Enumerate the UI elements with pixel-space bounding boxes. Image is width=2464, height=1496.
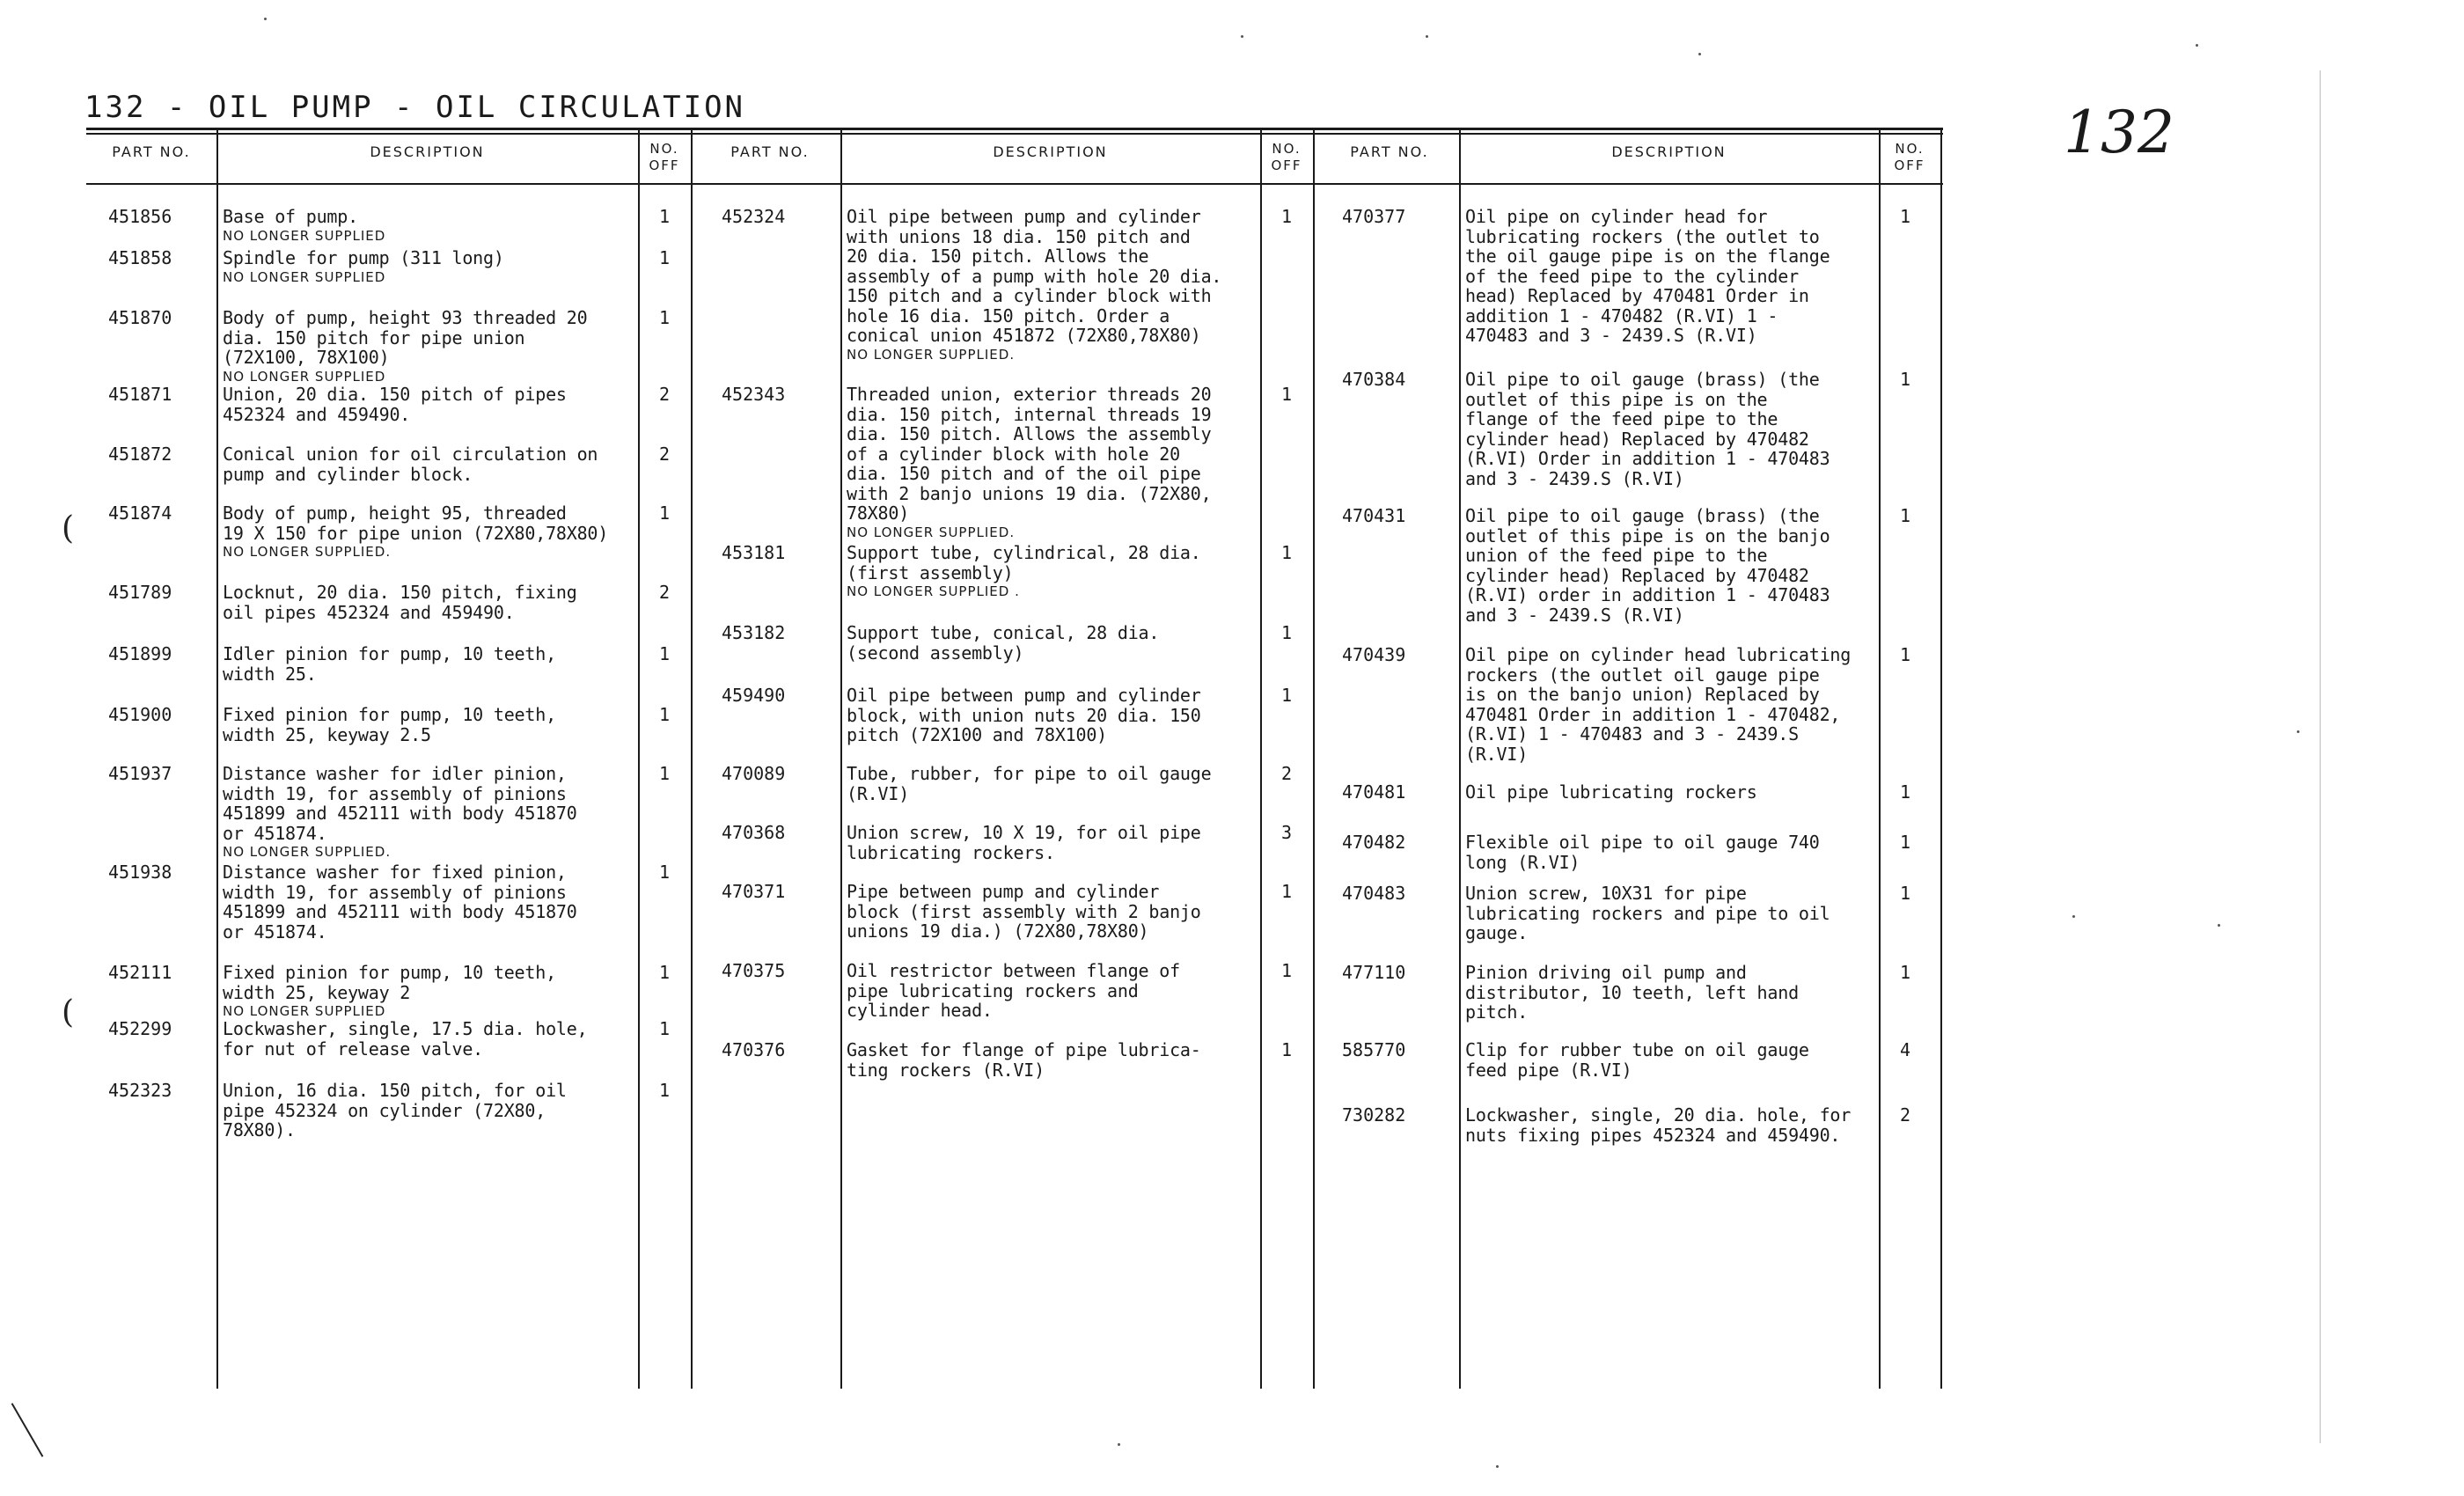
part-description [223,385,637,424]
header-description: DESCRIPTION [370,143,485,160]
part-description [1465,506,1878,625]
description-text: Oil restrictor between flange of pipe lubricating rockers and cylinder head. [847,960,1180,1021]
part-number: 452324 [722,206,786,227]
part-description [847,764,1259,803]
description-text: Union screw, 10X31 for pipe lubricating rockers and pipe to oil gauge. [1465,883,1830,943]
part-description [223,248,637,286]
part-description [847,623,1259,663]
part-description [1465,782,1878,803]
part-number: 451856 [108,206,172,227]
part-description [1465,832,1878,872]
part-description [223,308,637,385]
part-number: 470481 [1342,781,1406,803]
quantity: 1 [1900,505,1911,526]
column-divider [1313,128,1315,1389]
supply-note: NO LONGER SUPPLIED. [223,844,392,860]
part-number: 451900 [108,704,172,725]
description-text: Support tube, cylindrical, 28 dia. (first assembly) [847,542,1201,583]
header-part-no: PART NO. [730,143,810,160]
quantity: 1 [659,307,671,328]
part-description [1465,1040,1878,1080]
supply-note: NO LONGER SUPPLIED [223,1003,386,1019]
description-text: Union, 20 dia. 150 pitch of pipes 452324 and 459490. [223,384,567,425]
quantity: 1 [1281,206,1293,227]
supply-note: NO LONGER SUPPLIED. [847,346,1016,363]
quantity: 1 [1900,781,1911,803]
scan-mark: ( [62,510,75,546]
quantity: 1 [659,1018,671,1039]
column-divider [1879,128,1881,1389]
description-text: Union screw, 10 X 19, for oil pipe lubricating rockers. [847,822,1201,863]
column-divider [1260,128,1262,1389]
column-divider [216,128,218,1389]
part-number: 730282 [1342,1104,1406,1126]
quantity: 1 [1281,685,1293,706]
part-number: 452343 [722,384,786,405]
supply-note: NO LONGER SUPPLIED [223,368,386,385]
quantity: 1 [659,247,671,268]
part-description [847,882,1259,942]
part-description [223,207,637,245]
quantity: 4 [1900,1039,1911,1060]
page-title: 132 - OIL PUMP - OIL CIRCULATION [84,90,746,125]
part-description [847,385,1259,541]
column-divider [1459,128,1461,1389]
description-text: Oil pipe on cylinder head for lubricating rockers (the outlet to the oil gauge pipe is on the flange of the feed pipe to the cylinder head) Replaced by 470481 Order in addition 1 - 470482 (R.VI) 1 - 470483 and 3 - 2439.S (R.VI) [1465,206,1830,346]
part-number: 452111 [108,962,172,983]
description-text: Clip for rubber tube on oil gauge feed pipe (R.VI) [1465,1039,1809,1081]
description-text: Tube, rubber, for pipe to oil gauge (R.VI) [847,763,1212,804]
scan-dot [1496,1465,1499,1468]
quantity: 1 [1900,832,1911,853]
supply-note: NO LONGER SUPPLIED [223,227,386,244]
part-description [1465,884,1878,943]
scan-dot [1241,35,1243,38]
part-number: 470377 [1342,206,1406,227]
part-number: 451870 [108,307,172,328]
column-divider [840,128,842,1389]
part-number: 470439 [1342,644,1406,665]
part-description [847,543,1259,600]
part-number: 451872 [108,444,172,465]
part-number: 477110 [1342,962,1406,983]
scan-dot [2072,915,2075,918]
header-part-no: PART NO. [112,143,191,160]
scan-dot [264,18,267,20]
quantity: 1 [1900,883,1911,904]
column-divider [691,128,693,1389]
quantity: 1 [1900,206,1911,227]
table-rule [86,183,1943,185]
part-description [1465,963,1878,1023]
supply-note: NO LONGER SUPPLIED. [223,544,392,560]
part-number: 452299 [108,1018,172,1039]
table-rule [86,133,1943,135]
part-number: 451937 [108,763,172,784]
part-number: 451899 [108,643,172,664]
description-text: Oil pipe lubricating rockers [1465,781,1757,803]
part-number: 470371 [722,881,786,902]
part-number: 451938 [108,862,172,883]
part-description [223,644,637,684]
header-part-no: PART NO. [1350,143,1429,160]
quantity: 1 [659,206,671,227]
description-text: Pipe between pump and cylinder block (first assembly with 2 banjo unions 19 dia.) (72X80,78X80) [847,881,1201,942]
part-description [223,705,637,744]
description-text: Spindle for pump (311 long) [223,247,504,268]
quantity: 1 [1281,960,1293,981]
part-description [847,207,1259,363]
part-number: 452323 [108,1080,172,1101]
quantity: 1 [659,862,671,883]
supply-note: NO LONGER SUPPLIED [223,268,386,285]
description-text: Lockwasher, single, 17.5 dia. hole, for nut of release valve. [223,1018,588,1060]
description-text: Support tube, conical, 28 dia. (second assembly) [847,622,1160,664]
part-description [847,823,1259,862]
part-number: 451789 [108,582,172,603]
part-number: 451858 [108,247,172,268]
part-description [223,503,637,561]
part-description [1465,207,1878,346]
scan-dot [2196,44,2198,47]
table-rule [86,128,1943,130]
part-number: 470431 [1342,505,1406,526]
part-description [223,1081,637,1140]
quantity: 1 [1900,962,1911,983]
scan-edge [2320,70,2321,1443]
description-text: Locknut, 20 dia. 150 pitch, fixing oil pipes 452324 and 459490. [223,582,577,623]
part-description [223,1019,637,1059]
part-description [223,963,637,1020]
part-description [1465,645,1878,764]
quantity: 1 [1281,622,1293,643]
part-description [223,764,637,861]
scan-dot [1118,1443,1120,1446]
quantity: 1 [659,704,671,725]
description-text: Oil pipe on cylinder head lubricating rockers (the outlet oil gauge pipe is on the banjo union) Replaced by 470481 Order in addition 1 - 470482, (R.VI) 1 - 470483 and 3 - 2439.S (R.VI) [1465,644,1852,765]
quantity: 1 [1281,1039,1293,1060]
part-description [1465,1105,1878,1145]
header-no-off: NO. OFF [1271,141,1302,173]
part-number: 470384 [1342,369,1406,390]
description-text: Oil pipe to oil gauge (brass) (the outlet of this pipe is on the flange of the feed pipe to the cylinder head) Replaced by 470482 (R.VI) Order in addition 1 - 470483 and 3 - 2439.S (R.VI) [1465,369,1830,489]
part-number: 451871 [108,384,172,405]
description-text: Lockwasher, single, 20 dia. hole, for nuts fixing pipes 452324 and 459490. [1465,1104,1852,1146]
part-number: 470376 [722,1039,786,1060]
header-description: DESCRIPTION [993,143,1108,160]
scan-dot [2218,924,2220,927]
part-number: 470482 [1342,832,1406,853]
quantity: 1 [659,1080,671,1101]
part-description [1465,370,1878,488]
part-number: 451874 [108,502,172,524]
quantity: 1 [659,763,671,784]
description-text: Fixed pinion for pump, 10 teeth, width 25, keyway 2 [223,962,556,1003]
quantity: 1 [1900,644,1911,665]
scan-stroke [11,1403,44,1457]
quantity: 2 [1281,763,1293,784]
description-text: Pinion driving oil pump and distributor, 10 teeth, left hand pitch. [1465,962,1799,1023]
description-text: Oil pipe to oil gauge (brass) (the outlet of this pipe is on the banjo union of the feed pipe to the cylinder head) Replaced by 470482 (R.VI) order in addition 1 - 470483 and 3 - 2439.S (R.VI) [1465,505,1830,626]
quantity: 1 [659,962,671,983]
description-text: Threaded union, exterior threads 20 dia. 150 pitch, internal threads 19 dia. 150 pitch. Allows the assembly of a cylinder block with hole 20 dia. 150 pitch and of the oil pipe with 2 banjo unions 19 dia. (72X80, 78X80) [847,384,1212,524]
quantity: 1 [1900,369,1911,390]
part-number: 470375 [722,960,786,981]
header-no-off: NO. OFF [649,141,680,173]
description-text: Body of pump, height 93 threaded 20 dia. 150 pitch for pipe union (72X100, 78X100) [223,307,588,368]
quantity: 1 [659,502,671,524]
scan-dot [2297,730,2299,733]
part-number: 453182 [722,622,786,643]
part-description [223,444,637,484]
part-description [223,583,637,622]
header-description: DESCRIPTION [1611,143,1727,160]
quantity: 1 [659,643,671,664]
supply-note: NO LONGER SUPPLIED. [847,524,1016,540]
quantity: 1 [1281,542,1293,563]
description-text: Gasket for flange of pipe lubrica- ting rockers (R.VI) [847,1039,1201,1081]
scan-mark: ( [62,994,75,1030]
column-divider [638,128,640,1389]
quantity: 2 [659,384,671,405]
scan-dot [1426,35,1428,38]
part-number: 459490 [722,685,786,706]
part-description [223,862,637,942]
part-number: 470368 [722,822,786,843]
header-no-off: NO. OFF [1894,141,1925,173]
description-text: Base of pump. [223,206,358,227]
description-text: Union, 16 dia. 150 pitch, for oil pipe 452324 on cylinder (72X80, 78X80). [223,1080,567,1140]
scan-dot [1698,53,1701,55]
quantity: 3 [1281,822,1293,843]
description-text: Flexible oil pipe to oil gauge 740 long (R.VI) [1465,832,1820,873]
quantity: 1 [1281,384,1293,405]
column-divider [1940,128,1942,1389]
part-number: 585770 [1342,1039,1406,1060]
part-description [847,1040,1259,1080]
description-text: Distance washer for idler pinion, width 19, for assembly of pinions 451899 and 452111 with body 451870 or 451874. [223,763,577,844]
description-text: Oil pipe between pump and cylinder with unions 18 dia. 150 pitch and 20 dia. 150 pitch. Allows the assembly of a pump with hole 20 dia. 150 pitch and a cylinder block with hole 16 dia. 150 pitch. Order a conical union 451872 (72X80,78X80) [847,206,1222,346]
description-text: Fixed pinion for pump, 10 teeth, width 25, keyway 2.5 [223,704,556,745]
description-text: Body of pump, height 95, threaded 19 X 150 for pipe union (72X80,78X80) [223,502,609,544]
part-description [847,961,1259,1021]
quantity: 2 [1900,1104,1911,1126]
part-description [847,686,1259,745]
quantity: 2 [659,444,671,465]
description-text: Distance washer for fixed pinion, width 19, for assembly of pinions 451899 and 452111 with body 451870 or 451874. [223,862,577,942]
description-text: Idler pinion for pump, 10 teeth, width 25. [223,643,556,685]
quantity: 1 [1281,881,1293,902]
description-text: Oil pipe between pump and cylinder block, with union nuts 20 dia. 150 pitch (72X100 and 78X100) [847,685,1201,745]
handwritten-page-number: 132 [2064,99,2174,166]
description-text: Conical union for oil circulation on pump and cylinder block. [223,444,598,485]
supply-note: NO LONGER SUPPLIED . [847,583,1020,599]
part-number: 470089 [722,763,786,784]
part-number: 470483 [1342,883,1406,904]
part-number: 453181 [722,542,786,563]
quantity: 2 [659,582,671,603]
